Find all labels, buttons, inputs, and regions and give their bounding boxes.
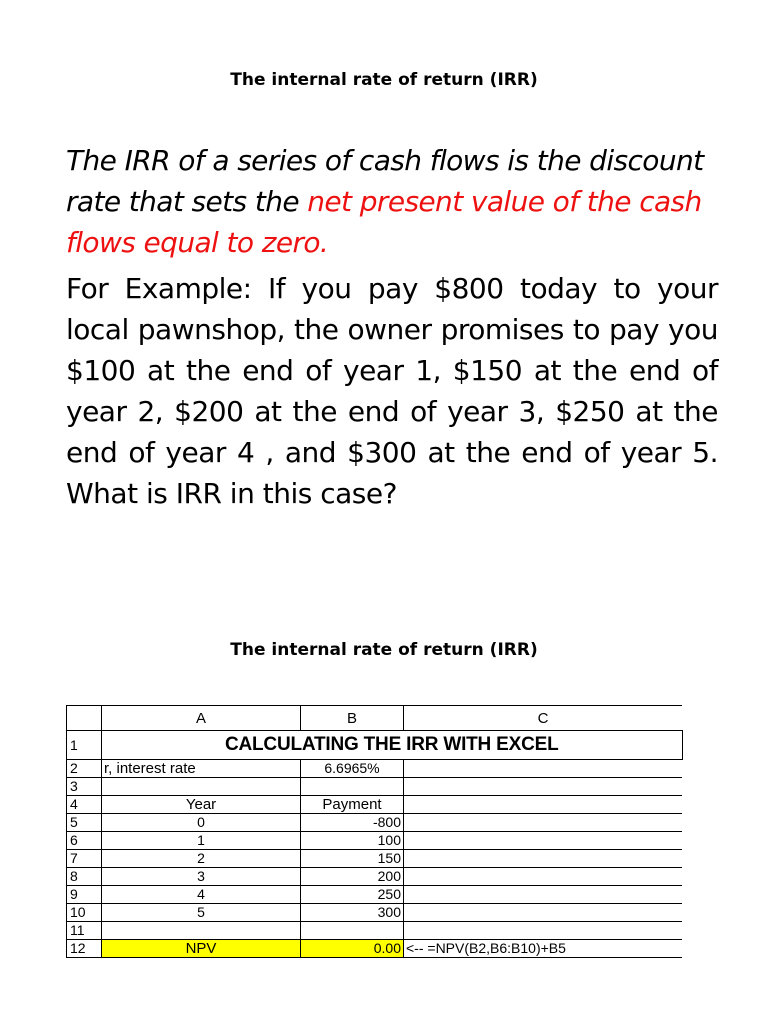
npv-value: 0.00 (301, 940, 404, 958)
empty-cell (404, 814, 683, 832)
column-header-a: A (102, 706, 301, 731)
definition-text: The IRR of a series of cash flows is the discount rate that sets the (66, 144, 704, 218)
row-number: 6 (67, 832, 102, 850)
column-header-c: C (404, 706, 683, 731)
year-cell: 1 (102, 832, 301, 850)
rate-label: r, interest rate (102, 760, 301, 778)
sheet-row-1 (67, 731, 683, 760)
column-header-row (67, 706, 683, 731)
payment-cell: 300 (301, 904, 404, 922)
sheet-row-11 (67, 922, 683, 940)
cashflow-row (67, 886, 683, 904)
corner-cell (67, 706, 102, 731)
year-cell: 2 (102, 850, 301, 868)
row-number: 1 (67, 731, 102, 760)
sheet-row-12 (67, 940, 683, 958)
empty-cell (102, 778, 301, 796)
cashflow-row (67, 814, 683, 832)
sheet-title: CALCULATING THE IRR WITH EXCEL (102, 731, 683, 760)
row-number: 5 (67, 814, 102, 832)
rate-value: 6.6965% (301, 760, 404, 778)
row-number: 12 (67, 940, 102, 958)
irr-definition (66, 140, 718, 263)
payment-cell: 100 (301, 832, 404, 850)
example-paragraph: For Example: If you pay $800 today to your local pawnshop, the owner promises to pay you $100 at the end of year 1, $150 at the end of year 2, $200 at the end of year 3, $250 at the end of year 4 , and $300 at the end of year 5. What is IRR in this case? (66, 272, 718, 510)
column-header-b: B (301, 706, 404, 731)
empty-cell (301, 922, 404, 940)
payment-cell: -800 (301, 814, 404, 832)
empty-cell (404, 850, 683, 868)
row-number: 2 (67, 760, 102, 778)
year-cell: 0 (102, 814, 301, 832)
payment-cell: 150 (301, 850, 404, 868)
row-number: 4 (67, 796, 102, 814)
empty-cell (404, 796, 683, 814)
slide-title-2: The internal rate of return (IRR) (230, 640, 538, 660)
cashflow-row (67, 850, 683, 868)
empty-cell (102, 922, 301, 940)
definition-highlight: net present value of the cash flows equal to zero. (66, 185, 702, 259)
payment-cell: 250 (301, 886, 404, 904)
empty-cell (404, 832, 683, 850)
slide-title: The internal rate of return (IRR) (230, 70, 538, 90)
empty-cell (404, 886, 683, 904)
empty-cell (404, 868, 683, 886)
row-number: 8 (67, 868, 102, 886)
sheet-row-4 (67, 796, 683, 814)
empty-cell (404, 922, 683, 940)
payment-cell: 200 (301, 868, 404, 886)
year-cell: 5 (102, 904, 301, 922)
empty-cell (404, 904, 683, 922)
cashflow-row (67, 868, 683, 886)
empty-cell (404, 778, 683, 796)
sheet-row-3 (67, 778, 683, 796)
npv-formula: <-- =NPV(B2,B6:B10)+B5 (404, 940, 683, 958)
npv-label: NPV (102, 940, 301, 958)
empty-cell (404, 760, 683, 778)
year-cell: 3 (102, 868, 301, 886)
year-header: Year (102, 796, 301, 814)
empty-cell (301, 778, 404, 796)
row-number: 7 (67, 850, 102, 868)
row-number: 3 (67, 778, 102, 796)
year-cell: 4 (102, 886, 301, 904)
row-number: 9 (67, 886, 102, 904)
row-number: 10 (67, 904, 102, 922)
sheet-row-2 (67, 760, 683, 778)
row-number: 11 (67, 922, 102, 940)
cashflow-row (67, 904, 683, 922)
payment-header: Payment (301, 796, 404, 814)
spreadsheet (66, 705, 683, 958)
cashflow-row (67, 832, 683, 850)
